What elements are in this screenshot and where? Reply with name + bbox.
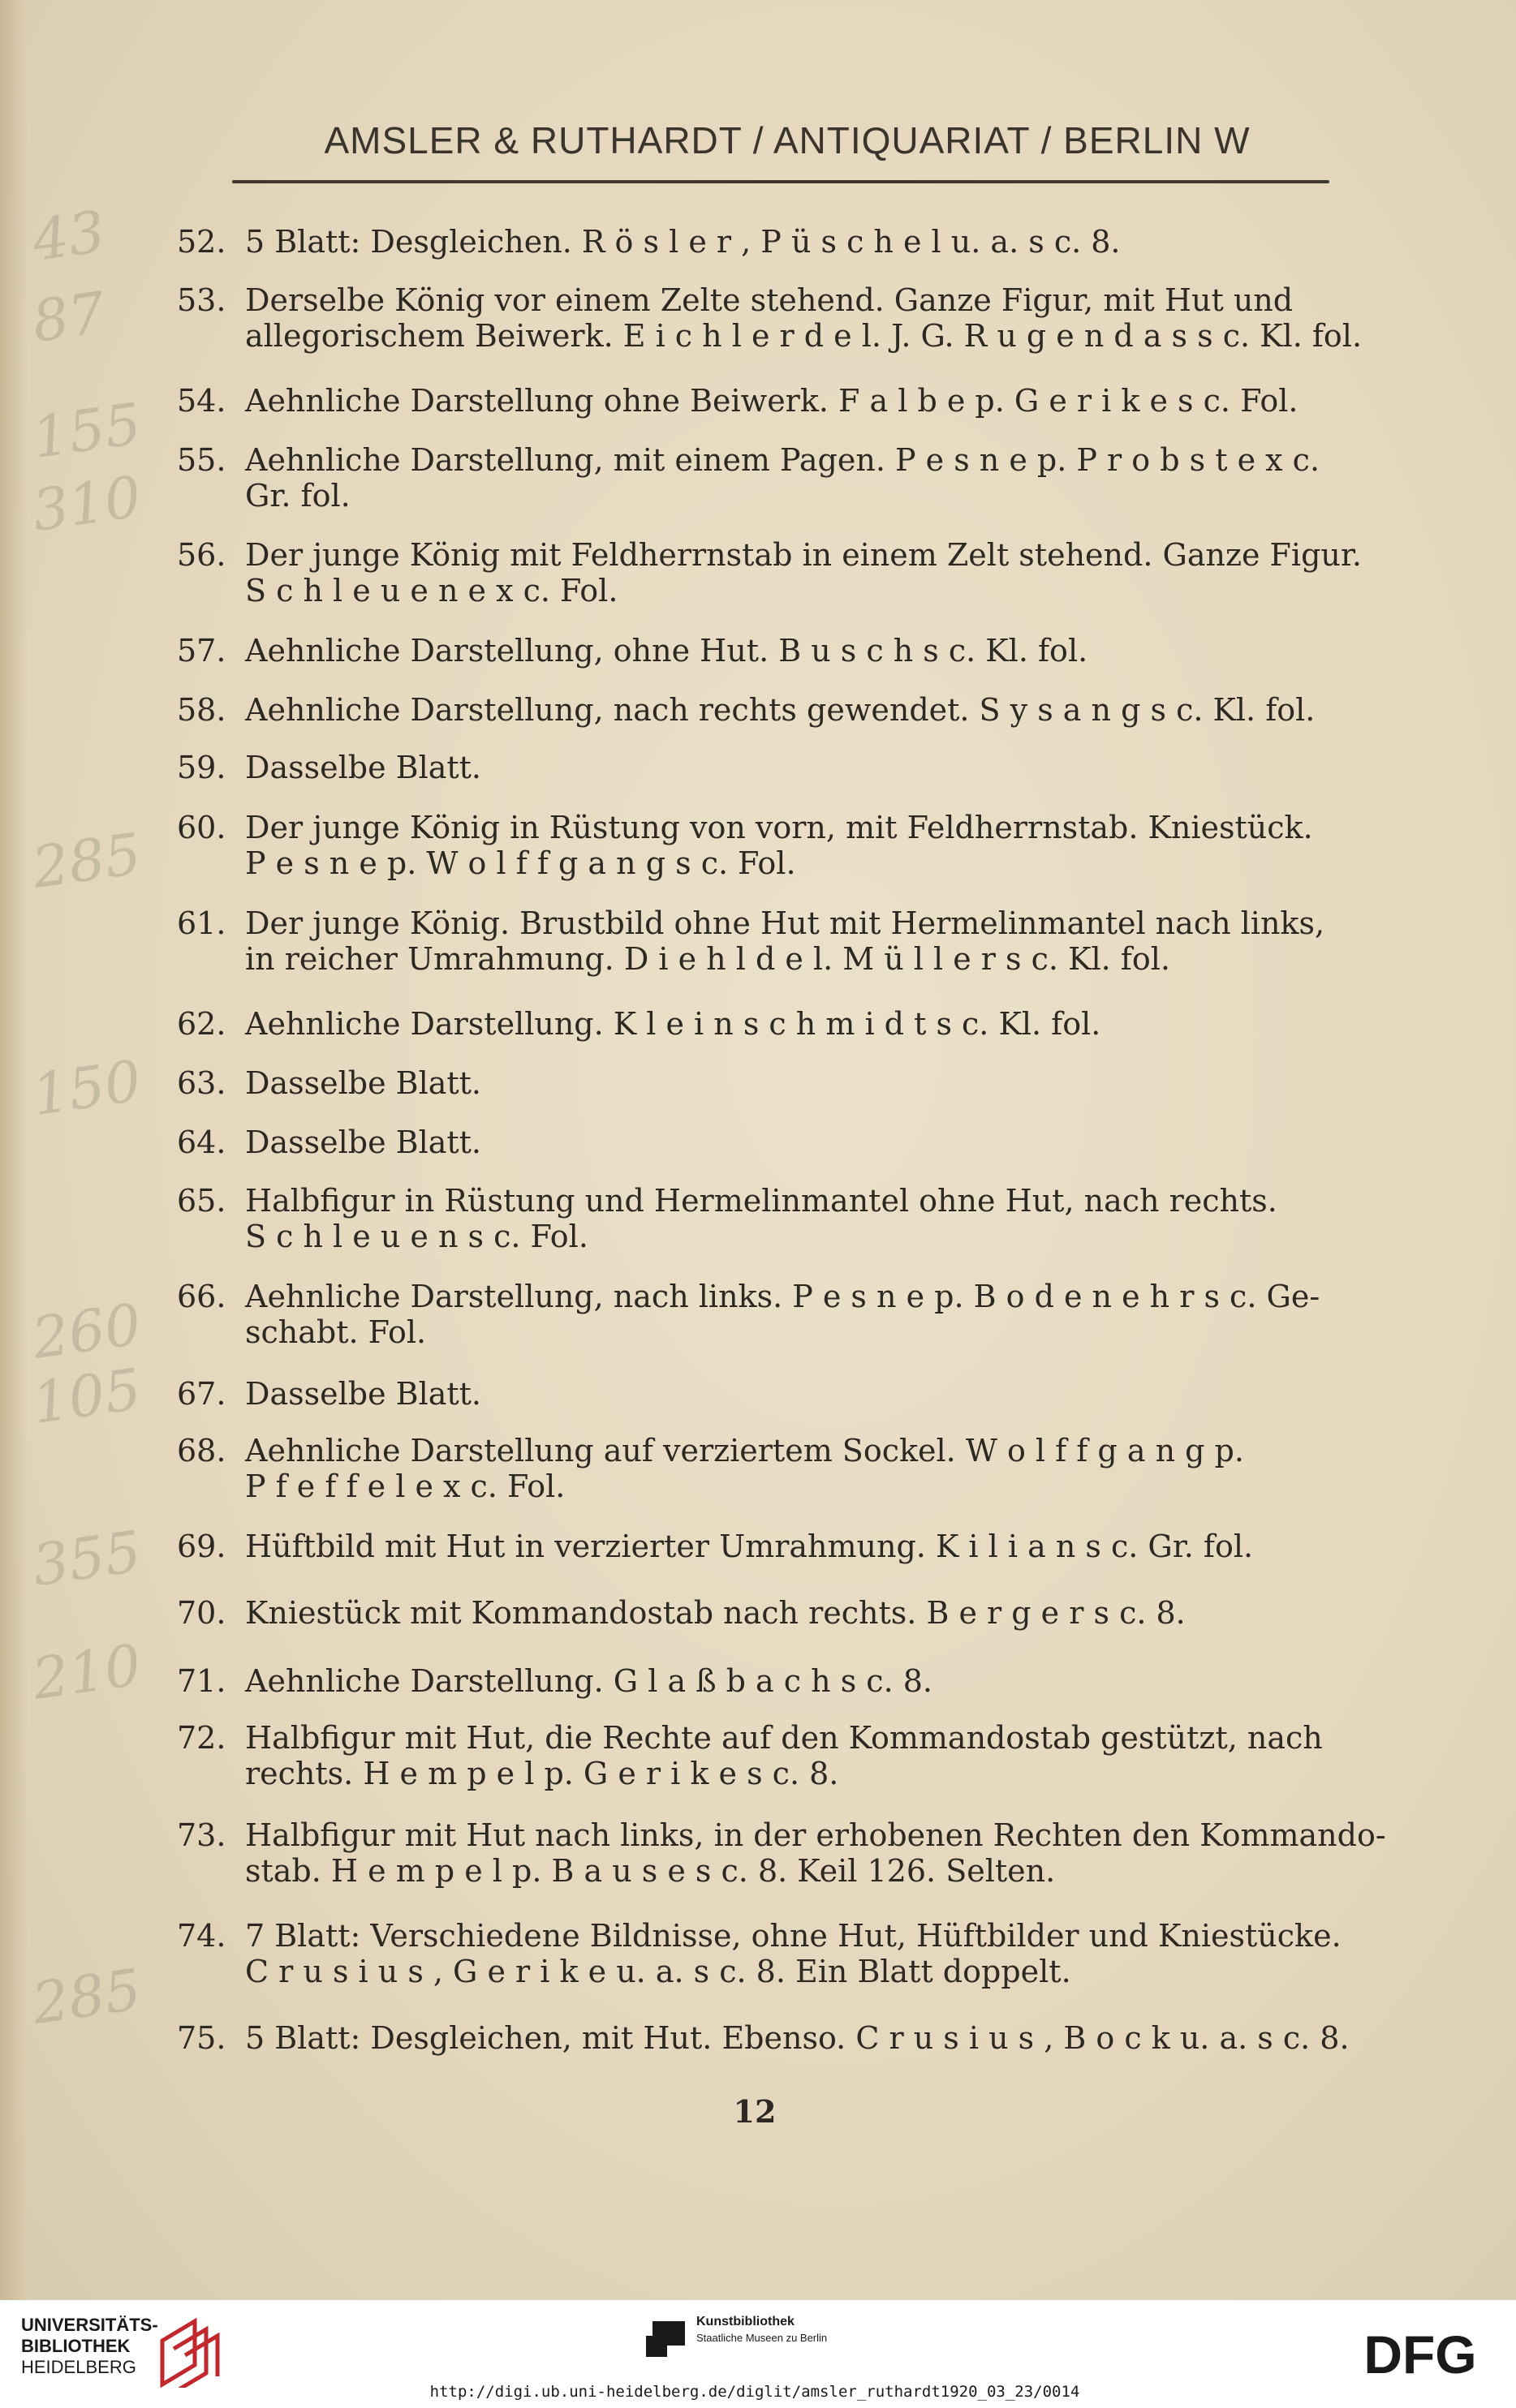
entry-line: Aehnliche Darstellung, nach rechts gewendet. S y s a n g s c. Kl. fol. (245, 692, 1316, 728)
dfg-logo-text: DFG (1363, 2324, 1477, 2381)
university-name-line: HEIDELBERG (21, 2357, 136, 2377)
margin-note: 155 (28, 390, 145, 471)
entry-number: 53. (177, 282, 226, 318)
catalog-entry (177, 282, 1363, 389)
entry-line: Der junge König mit Feldherrnstab in einem Zelt stehend. Ganze Figur. (245, 537, 1362, 573)
entry-number: 75. (177, 2020, 226, 2056)
entry-line: Kniestück mit Kommandostab nach rechts. B e r g e r s c. 8. (245, 1595, 1186, 1631)
entry-line: Aehnliche Darstellung, nach links. P e s n e p. B o d e n e h r s c. Ge- (245, 1279, 1320, 1314)
catalog-entry (177, 1433, 1329, 1540)
entry-number: 64. (177, 1124, 226, 1160)
entry-line: Dasselbe Blatt. (245, 1376, 482, 1412)
catalog-entry (177, 633, 1329, 669)
entry-line: Aehnliche Darstellung auf verziertem Sockel. W o l f f g a n g p. (245, 1433, 1244, 1468)
margin-note: 355 (28, 1518, 145, 1599)
margin-note: 210 (28, 1632, 145, 1713)
entry-line: Der junge König. Brustbild ohne Hut mit Hermelinmantel nach links, (245, 905, 1325, 941)
university-library-icon (157, 2316, 226, 2388)
kunstbibliothek-icon (646, 2318, 687, 2359)
entry-number: 73. (177, 1817, 226, 1853)
entry-line: Derselbe König vor einem Zelte stehend. Ganze Figur, mit Hut und (245, 282, 1294, 318)
entry-number: 68. (177, 1433, 226, 1468)
page-number: 12 (733, 2093, 777, 2130)
source-url-link[interactable]: http://digi.ub.uni-heidelberg.de/diglit/amsler_ruthardt1920_03_23/0014 (429, 2383, 1080, 2401)
university-name-line: UNIVERSITÄTS- (21, 2315, 158, 2335)
kunstbibliothek-logo[interactable] (646, 2313, 889, 2370)
catalog-entry (177, 537, 1362, 644)
entry-line: Dasselbe Blatt. (245, 1124, 482, 1160)
entry-line: stab. H e m p e l p. B a u s e s c. 8. Keil 126. Selten. (245, 1853, 1056, 1889)
kunstbibliothek-title: Kunstbibliothek (696, 2315, 795, 2328)
entry-line: 5 Blatt: Desgleichen. R ö s l e r , P ü s c h e l u. a. s c. 8. (245, 224, 1121, 260)
catalog-entry (177, 1918, 1342, 2025)
entry-line: S c h l e u e n s c. Fol. (245, 1219, 588, 1254)
entry-line: Halbfigur mit Hut nach links, in der erhobenen Rechten den Kommando- (245, 1817, 1386, 1853)
entry-number: 66. (177, 1279, 226, 1314)
entry-line: Hüftbild mit Hut in verzierter Umrahmung. K i l i a n s c. Gr. fol. (245, 1529, 1254, 1564)
entry-line: Halbfigur in Rüstung und Hermelinmantel ohne Hut, nach rechts. (245, 1183, 1277, 1219)
catalog-entry (177, 1376, 1329, 1412)
margin-note: 87 (28, 279, 110, 355)
entry-line: schabt. Fol. (245, 1314, 427, 1350)
entry-line: S c h l e u e n e x c. Fol. (245, 573, 618, 608)
catalog-entry (177, 1279, 1329, 1386)
entry-line: Dasselbe Blatt. (245, 750, 482, 785)
margin-note: 310 (28, 463, 145, 544)
catalog-entry (177, 1124, 1329, 1160)
university-library-logo[interactable] (21, 2315, 216, 2388)
entry-line: allegorischem Beiwerk. E i c h l e r d e l. J. G. R u g e n d a s s c. Kl. fol. (245, 318, 1363, 354)
entry-number: 65. (177, 1183, 226, 1219)
entry-number: 56. (177, 537, 226, 573)
catalog-entry (177, 692, 1329, 728)
entry-line: rechts. H e m p e l p. G e r i k e s c. 8. (245, 1756, 839, 1791)
entry-number: 61. (177, 905, 226, 941)
entry-line: Der junge König in Rüstung von vorn, mit Feldherrnstab. Kniestück. (245, 810, 1313, 845)
kunstbibliothek-subtitle: Staatliche Museen zu Berlin (696, 2332, 828, 2344)
entry-line: C r u s i u s , G e r i k e u. a. s c. 8. Ein Blatt doppelt. (245, 1954, 1071, 1989)
entry-number: 62. (177, 1006, 226, 1042)
dfg-logo[interactable] (1347, 2324, 1493, 2381)
catalog-entry (177, 1529, 1329, 1564)
footer (0, 2300, 1516, 2408)
entry-line: Dasselbe Blatt. (245, 1065, 482, 1101)
entry-line: Gr. fol. (245, 478, 351, 514)
catalog-entry (177, 383, 1329, 419)
margin-note: 260 (28, 1291, 145, 1372)
margin-note: 150 (28, 1047, 145, 1129)
entry-line: Aehnliche Darstellung ohne Beiwerk. F a l b e p. G e r i k e s c. Fol. (245, 383, 1299, 419)
entry-line: Aehnliche Darstellung. G l a ß b a c h s c. 8. (245, 1663, 932, 1699)
catalog-entry (177, 224, 1329, 260)
entry-number: 55. (177, 442, 226, 478)
catalog-entry (177, 1817, 1386, 1924)
page-header: AMSLER & RUTHARDT / ANTIQUARIAT / BERLIN W (324, 119, 1251, 161)
margin-note: 285 (28, 820, 145, 901)
entry-number: 52. (177, 224, 226, 260)
entry-number: 54. (177, 383, 226, 419)
entry-line: Halbfigur mit Hut, die Rechte auf den Kommandostab gestützt, nach (245, 1720, 1323, 1756)
margin-note: 105 (28, 1356, 145, 1437)
entry-number: 69. (177, 1529, 226, 1564)
entry-number: 72. (177, 1720, 226, 1756)
catalog-entry (177, 442, 1329, 549)
catalog-entry (177, 1720, 1329, 1827)
catalog-entry (177, 1183, 1329, 1290)
entry-line: Aehnliche Darstellung. K l e i n s c h m i d t s c. Kl. fol. (245, 1006, 1101, 1042)
entry-number: 60. (177, 810, 226, 845)
entry-number: 67. (177, 1376, 226, 1412)
entry-line: in reicher Umrahmung. D i e h l d e l. M ü l l e r s c. Kl. fol. (245, 941, 1170, 977)
catalog-entry (177, 905, 1329, 1013)
entry-number: 63. (177, 1065, 226, 1101)
margin-note: 285 (28, 1956, 145, 2037)
entry-number: 57. (177, 633, 226, 669)
entry-line: P f e f f e l e x c. Fol. (245, 1468, 566, 1504)
catalog-entry (177, 750, 1329, 785)
entry-line: Aehnliche Darstellung, mit einem Pagen. P e s n e p. P r o b s t e x c. (245, 442, 1320, 478)
catalog-entry (177, 1663, 1329, 1699)
entry-number: 71. (177, 1663, 226, 1699)
entry-number: 58. (177, 692, 226, 728)
entry-line: 7 Blatt: Verschiedene Bildnisse, ohne Hut, Hüftbilder und Kniestücke. (245, 1918, 1342, 1954)
entry-line: P e s n e p. W o l f f g a n g s c. Fol. (245, 845, 796, 881)
entry-number: 70. (177, 1595, 226, 1631)
margin-note: 43 (28, 198, 110, 274)
catalog-entry (177, 1595, 1329, 1631)
catalog-entry (177, 2020, 1350, 2056)
header-rule (232, 180, 1329, 183)
entry-number: 59. (177, 750, 226, 785)
catalog-entry (177, 810, 1329, 917)
entry-number: 74. (177, 1918, 226, 1954)
catalog-entry (177, 1006, 1329, 1042)
entry-line: 5 Blatt: Desgleichen, mit Hut. Ebenso. C r u s i u s , B o c k u. a. s c. 8. (245, 2020, 1350, 2056)
entry-line: Aehnliche Darstellung, ohne Hut. B u s c h s c. Kl. fol. (245, 633, 1088, 669)
university-name-line: BIBLIOTHEK (21, 2336, 131, 2356)
catalog-entry (177, 1065, 1329, 1101)
